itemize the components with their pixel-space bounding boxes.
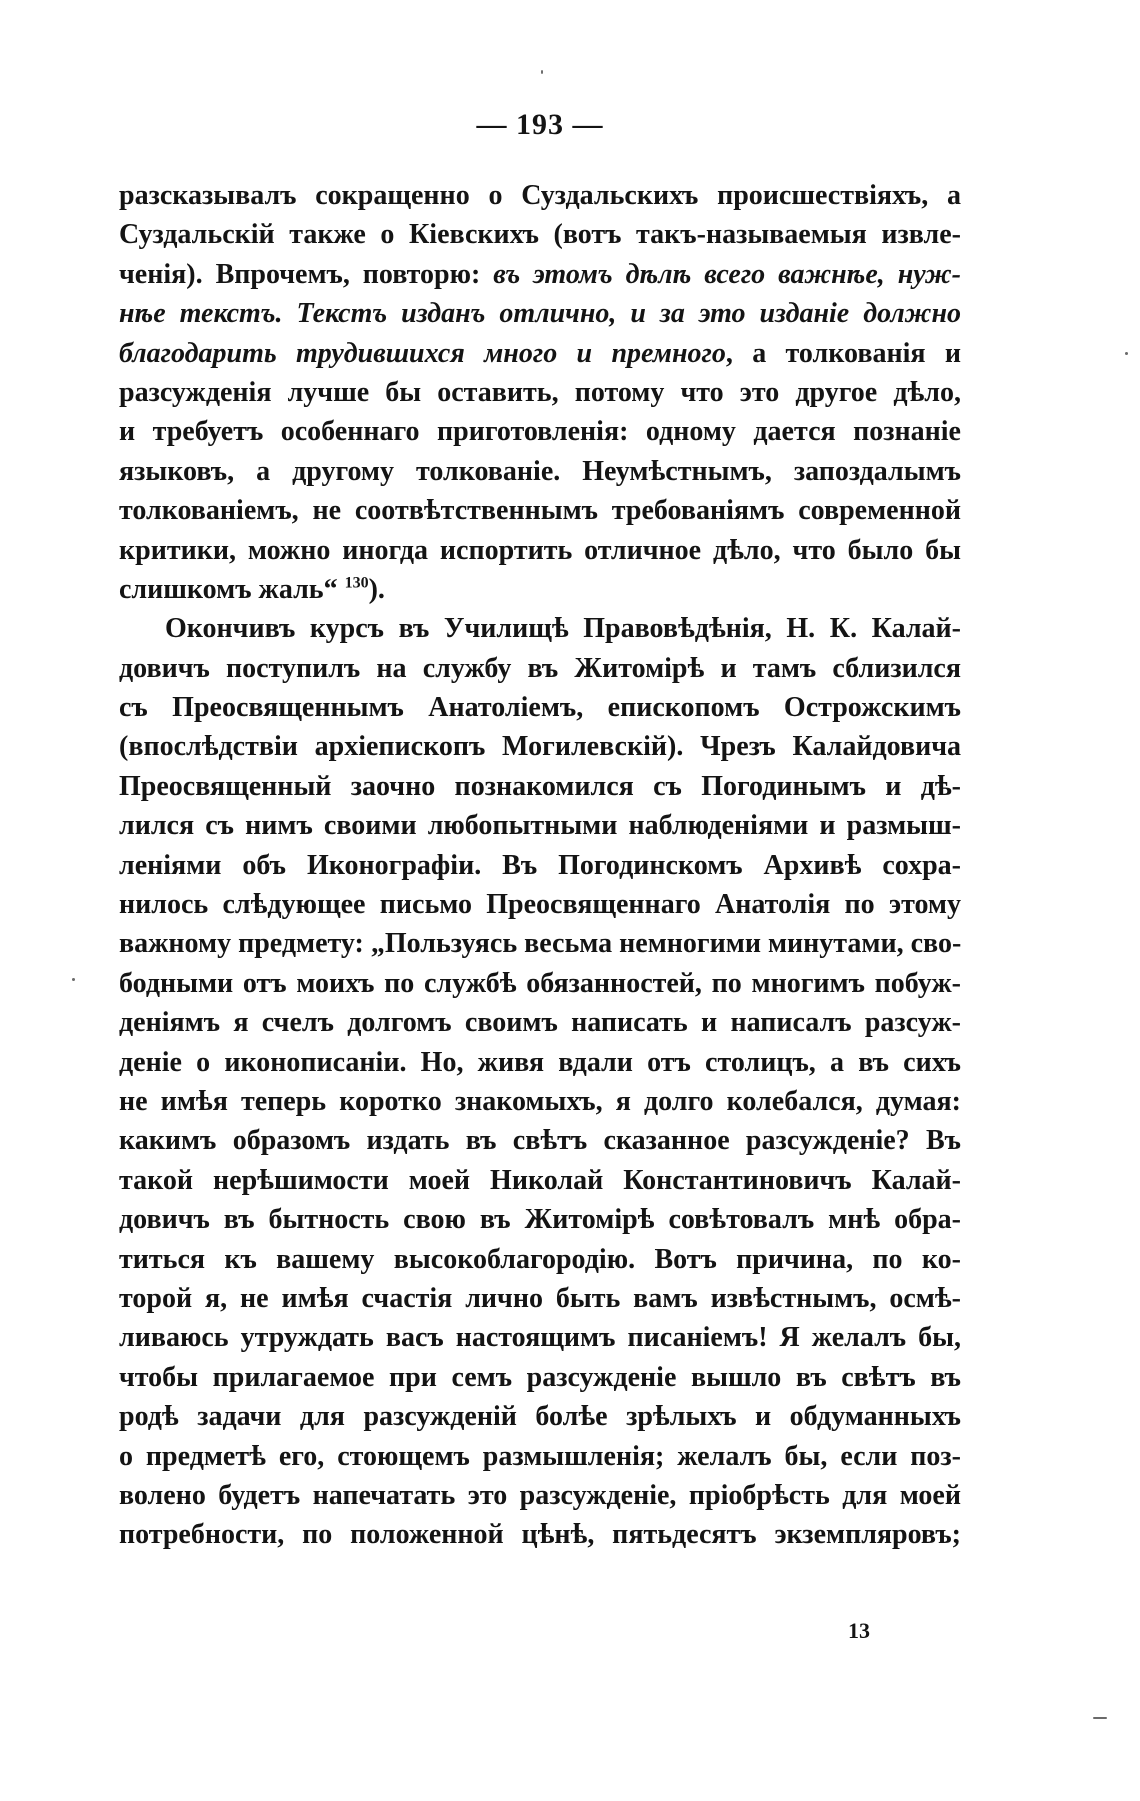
text-run: языковъ, а другому толкованіе. Неумѣстнымъ, запоздалымъ [119, 455, 961, 487]
body-text [119, 176, 961, 1555]
italic-run: въ этомъ дѣлѣ всего важнѣе, нуж- [493, 258, 961, 290]
italic-run: нѣе текстъ. Текстъ изданъ отлично, и за это изданіе должно [119, 298, 961, 330]
page-number: — 193 — [476, 108, 604, 141]
text-run: толкованіемъ, не соотвѣтственнымъ требованіямъ современной [119, 495, 961, 527]
text-line [119, 531, 961, 570]
printer-signature-mark: 13 [848, 1618, 870, 1643]
text-line [119, 412, 961, 451]
scan-speck [1125, 352, 1128, 355]
text-line: лился съ нимъ своими любопытными наблюденіями и размыш- [119, 810, 961, 842]
footnote-reference: 130 [344, 574, 369, 592]
text-run: критики, можно иногда испортить отличное дѣло, что было бы [119, 534, 961, 566]
text-line [119, 294, 961, 333]
text-line: (впослѣдствіи архіепископъ Могилевскій). Чрезъ Калайдовича [119, 731, 961, 763]
text-run: разсужденія лучше бы оставить, потому что это другое дѣло, [119, 376, 961, 408]
text-line: нилось слѣдующее письмо Преосвященнаго Анатолія по этому [119, 889, 961, 921]
text-line [119, 255, 961, 294]
text-run: разсказывалъ сокращенно о Суздальскихъ происшествіяхъ, а [119, 180, 961, 211]
text-line: волено будетъ напечатать это разсужденіе, пріобрѣсть для моей [119, 1479, 961, 1511]
text-line [119, 570, 961, 609]
text-run: Суздальскій также о Кіевскихъ (вотъ такъ-называемыя извле- [119, 219, 961, 251]
text-line: не имѣя теперь коротко знакомыхъ, я долго колебался, думая: [119, 1085, 961, 1117]
text-run: слишкомъ жаль“ [119, 573, 338, 605]
text-line: торой я, не имѣя счастія лично быть вамъ извѣстнымъ, осмѣ- [119, 1282, 961, 1314]
text-line: леніями объ Иконографіи. Въ Погодинскомъ Архивѣ сохра- [119, 849, 961, 881]
text-line: такой нерѣшимости моей Николай Константиновичъ Калай- [119, 1164, 961, 1196]
text-line [119, 491, 961, 530]
text-line: деніямъ я счелъ долгомъ своимъ написать и написалъ разсуж- [119, 1007, 961, 1039]
text-line: Окончивъ курсъ въ Училищѣ Правовѣдѣнія, Н. К. Калай- [165, 613, 961, 645]
text-line: бодными отъ моихъ по службѣ обязанностей, по многимъ побуж- [119, 967, 961, 999]
scan-speck [1093, 1717, 1107, 1719]
text-line: довичъ въ бытность свою въ Житомірѣ совѣтовалъ мнѣ обра- [119, 1204, 961, 1236]
text-line [119, 452, 961, 491]
italic-run: благодарить трудившихся много и премного [119, 337, 726, 369]
text-run: , а толкованія и [725, 337, 961, 369]
text-line [119, 373, 961, 412]
text-line: какимъ образомъ издать въ свѣтъ сказанное разсужденіе? Въ [119, 1125, 961, 1157]
text-line: чтобы прилагаемое при семъ разсужденіе вышло въ свѣтъ въ [119, 1361, 961, 1393]
text-line [119, 215, 961, 254]
text-line: деніе о иконописаніи. Но, живя вдали отъ столицъ, а въ сихъ [119, 1046, 961, 1078]
text-line: Преосвященный заочно познакомился съ Погодинымъ и дѣ- [119, 770, 961, 802]
text-line [119, 334, 961, 373]
scan-speck [541, 70, 543, 74]
text-line: съ Преосвященнымъ Анатоліемъ, епископомъ Острожскимъ [119, 692, 961, 724]
scan-speck [72, 978, 75, 981]
text-line: титься къ вашему высокоблагородію. Вотъ причина, по ко- [119, 1243, 961, 1275]
text-run: и требуетъ особеннаго приготовленія: одному дается познаніе [119, 416, 961, 448]
text-line: довичъ поступилъ на службу въ Житомірѣ и тамъ сблизился [119, 652, 961, 684]
text-run: ). [368, 573, 385, 605]
text-line: о предметѣ его, стоющемъ размышленія; желалъ бы, если поз- [119, 1440, 961, 1472]
text-line: ливаюсь утруждать васъ настоящимъ писаніемъ! Я желалъ бы, [119, 1322, 961, 1354]
text-line: родѣ задачи для разсужденій болѣе зрѣлыхъ и обдуманныхъ [119, 1401, 961, 1433]
paragraph-1 [119, 176, 961, 609]
text-line: важному предмету: „Пользуясь весьма немногими минутами, сво- [119, 928, 961, 960]
text-line [119, 176, 961, 215]
text-line: потребности, по положенной цѣнѣ, пятьдесятъ экземпляровъ; [119, 1519, 961, 1551]
paragraph-2 [119, 609, 961, 1554]
text-run: ченія). Впрочемъ, повторю: [119, 258, 494, 290]
